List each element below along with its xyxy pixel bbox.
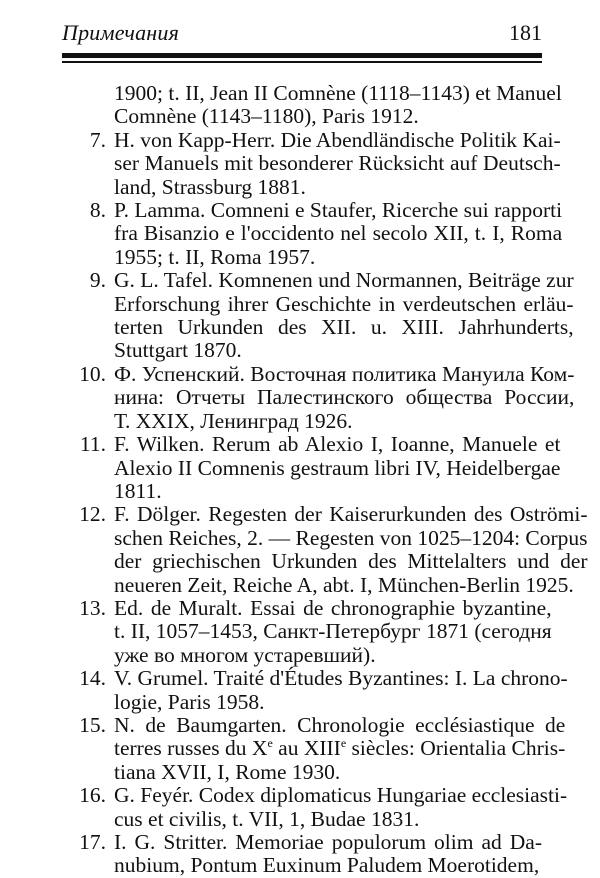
note-line: 1900; t. II, Jean II Comnène (1118–1143) et Manuel [114,81,562,105]
note-text [106,199,562,269]
note-number: 7. [89,127,106,152]
note-line: P. Lamma. Comneni e Staufer, Ricerche sui rapporti [114,198,563,223]
note-item [62,361,575,433]
note-text [106,667,568,714]
note-line: G. L. Tafel. Komnenen und Normannen, Beiträge zur [114,268,574,293]
note-line: I. G. Stritter. Memoriae populorum olim ad Da- [114,830,542,854]
note-item [62,783,568,831]
note-line: logie, Paris 1958. [114,689,265,714]
note-line: Ф. Успенский. Восточная политика Мануила Ком- [114,361,575,386]
page-number: 181 [509,20,542,45]
note-line: Comnène (1143–1180), Paris 1912. [114,104,419,129]
note-number: 15. [79,712,106,737]
note-number: 10. [79,361,106,386]
note-item [62,127,561,199]
note-line: 1955; t. II, Roma 1957. [114,244,316,269]
note-line: land, Strassburg 1881. [114,174,306,199]
note-line: 1811. [114,478,162,503]
note-line: уже во многом устаревший). [114,642,376,667]
note-text [106,129,561,199]
note-item [62,198,563,269]
note-number: 13. [79,595,106,620]
note-line: nubium, Pontum Euxinum Paludem Moerotidem, [114,853,540,878]
note-text [106,82,562,129]
page-header [62,20,542,50]
note-line: tiana XVII, I, Rome 1930. [114,759,341,784]
note-line: F. Wilken. Rerum ab Alexio I, Ioanne, Manuele et [114,432,561,457]
note-item [62,595,552,667]
note-line: der griechischen Urkunden des Mittelalters und der [114,549,588,574]
note-number: 14. [79,666,106,691]
note-line: fra Bisanzio e l'occidento nel secolo XII, t. I, Roma [114,221,563,246]
note-line: Alexio II Comnenis gestraum libri IV, Heidelbergae [114,455,561,480]
note-item [62,81,562,129]
note-text [106,597,552,667]
note-line: N. de Baumgarten. Chronologie ecclésiastique de [114,712,566,737]
note-item [62,712,566,784]
note-text [106,714,565,784]
note-line: cus et civilis, t. VII, 1, Budae 1831. [114,806,420,831]
running-title: Примечания [62,20,180,45]
note-item [62,502,588,597]
note-line: schen Reiches, 2. — Regesten von 1025–1204: Corpus [114,525,588,550]
note-number: 8. [89,198,106,223]
notes-list [62,81,588,878]
note-item [62,268,574,363]
note-text [106,784,567,831]
note-line: Ed. de Muralt. Essai de chronographie byzantine, [114,595,552,620]
note-text [106,433,560,503]
note-line: terten Urkunden des XII. u. XIII. Jahrhunderts, [114,315,574,340]
note-line: F. Dölger. Regesten der Kaiserurkunden des Oströmi- [114,502,588,527]
note-number: 11. [79,432,106,457]
note-item [62,432,561,503]
note-line: G. Feyér. Codex diplomaticus Hungariae ecclesiasti- [114,783,568,808]
note-line: H. von Kapp-Herr. Die Abendländische Politik Kai- [114,127,561,152]
header-rule-thin [62,61,542,63]
note-text [106,503,588,597]
note-line: terres russes du Xe au XIIIe siècles: Orientalia Chris- [114,736,566,761]
header-rule-thick [62,53,542,58]
note-line: Erforschung ihrer Geschichte in verdeutschen erläu- [114,291,574,316]
note-line: Т. XXIX, Ленинград 1926. [114,408,353,433]
note-line: Stuttgart 1870. [114,338,242,363]
note-line: V. Grumel. Traité d'Études Byzantines: I. La chrono- [114,666,568,691]
note-number: 12. [79,502,106,527]
note-text [106,831,542,878]
note-line: t. II, 1057–1453, Санкт-Петербург 1871 (сегодня [114,619,552,644]
note-line: нина: Отчеты Палестинского общества России, [114,385,575,410]
note-number: 9. [89,268,106,293]
note-item [62,666,568,714]
note-number: 16. [79,783,106,808]
note-line: ser Manuels mit besonderer Rücksicht auf Deutsch- [114,151,561,176]
note-text [106,269,574,363]
note-number: 17. [79,830,106,854]
note-text [106,363,574,433]
note-line: neueren Zeit, Reiche A, abt. I, München-Berlin 1925. [114,572,574,597]
note-item [62,831,542,878]
